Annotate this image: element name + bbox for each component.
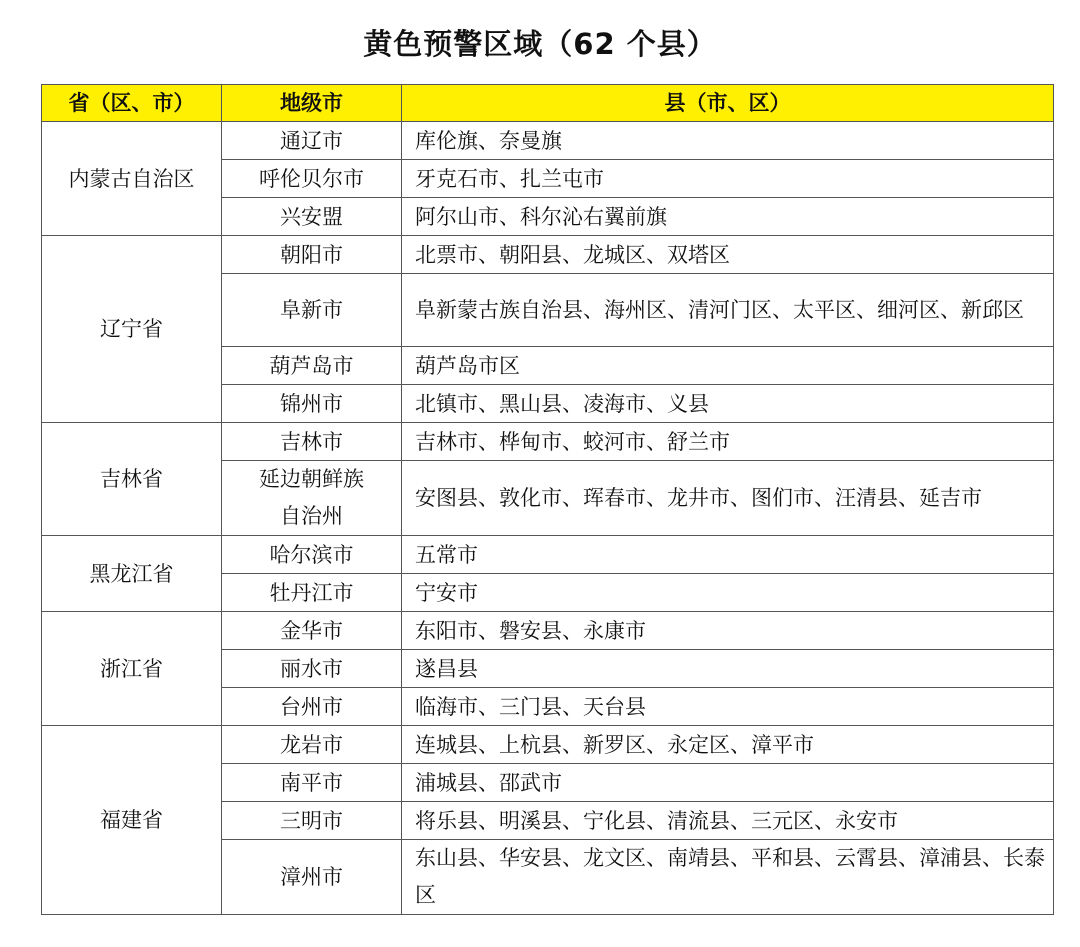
city-cell: 延边朝鲜族自治州 [222, 461, 402, 536]
city-cell: 朝阳市 [222, 236, 402, 274]
header-county: 县（市、区） [402, 85, 1054, 122]
city-cell: 三明市 [222, 802, 402, 840]
county-cell: 临海市、三门县、天台县 [402, 688, 1054, 726]
province-cell: 浙江省 [42, 612, 222, 726]
header-province: 省（区、市） [42, 85, 222, 122]
city-cell: 呼伦贝尔市 [222, 160, 402, 198]
city-cell: 锦州市 [222, 385, 402, 423]
city-cell: 漳州市 [222, 840, 402, 915]
table-row [42, 423, 1054, 461]
county-cell: 连城县、上杭县、新罗区、永定区、漳平市 [402, 726, 1054, 764]
county-cell: 阜新蒙古族自治县、海州区、清河门区、太平区、细河区、新邱区 [402, 274, 1054, 347]
county-cell: 东阳市、磐安县、永康市 [402, 612, 1054, 650]
county-cell: 吉林市、桦甸市、蛟河市、舒兰市 [402, 423, 1054, 461]
province-cell: 辽宁省 [42, 236, 222, 423]
county-cell: 牙克石市、扎兰屯市 [402, 160, 1054, 198]
page-title: 黄色预警区域（62 个县） [363, 27, 717, 61]
county-cell: 阿尔山市、科尔沁右翼前旗 [402, 198, 1054, 236]
city-cell: 牡丹江市 [222, 574, 402, 612]
city-cell: 通辽市 [222, 122, 402, 160]
county-cell: 北票市、朝阳县、龙城区、双塔区 [402, 236, 1054, 274]
table-row [42, 612, 1054, 650]
county-cell: 北镇市、黑山县、凌海市、义县 [402, 385, 1054, 423]
county-cell: 浦城县、邵武市 [402, 764, 1054, 802]
table-row [42, 726, 1054, 764]
city-cell: 哈尔滨市 [222, 536, 402, 574]
city-cell: 金华市 [222, 612, 402, 650]
county-cell: 宁安市 [402, 574, 1054, 612]
table-row [42, 236, 1054, 274]
county-cell: 安图县、敦化市、珲春市、龙井市、图们市、汪清县、延吉市 [402, 461, 1054, 536]
city-cell: 台州市 [222, 688, 402, 726]
province-cell: 福建省 [42, 726, 222, 915]
city-cell: 南平市 [222, 764, 402, 802]
city-cell: 丽水市 [222, 650, 402, 688]
city-cell: 龙岩市 [222, 726, 402, 764]
province-cell: 吉林省 [42, 423, 222, 536]
county-cell: 葫芦岛市区 [402, 347, 1054, 385]
county-cell: 东山县、华安县、龙文区、南靖县、平和县、云霄县、漳浦县、长泰区 [402, 840, 1054, 915]
county-cell: 遂昌县 [402, 650, 1054, 688]
county-cell: 库伦旗、奈曼旗 [402, 122, 1054, 160]
city-cell: 兴安盟 [222, 198, 402, 236]
table-row [42, 536, 1054, 574]
table-header-row [42, 85, 1054, 122]
province-cell: 内蒙古自治区 [42, 122, 222, 236]
county-cell: 五常市 [402, 536, 1054, 574]
city-cell: 阜新市 [222, 274, 402, 347]
city-cell: 葫芦岛市 [222, 347, 402, 385]
warning-table [41, 84, 1054, 915]
table-row [42, 122, 1054, 160]
header-city: 地级市 [222, 85, 402, 122]
city-cell: 吉林市 [222, 423, 402, 461]
province-cell: 黑龙江省 [42, 536, 222, 612]
county-cell: 将乐县、明溪县、宁化县、清流县、三元区、永安市 [402, 802, 1054, 840]
